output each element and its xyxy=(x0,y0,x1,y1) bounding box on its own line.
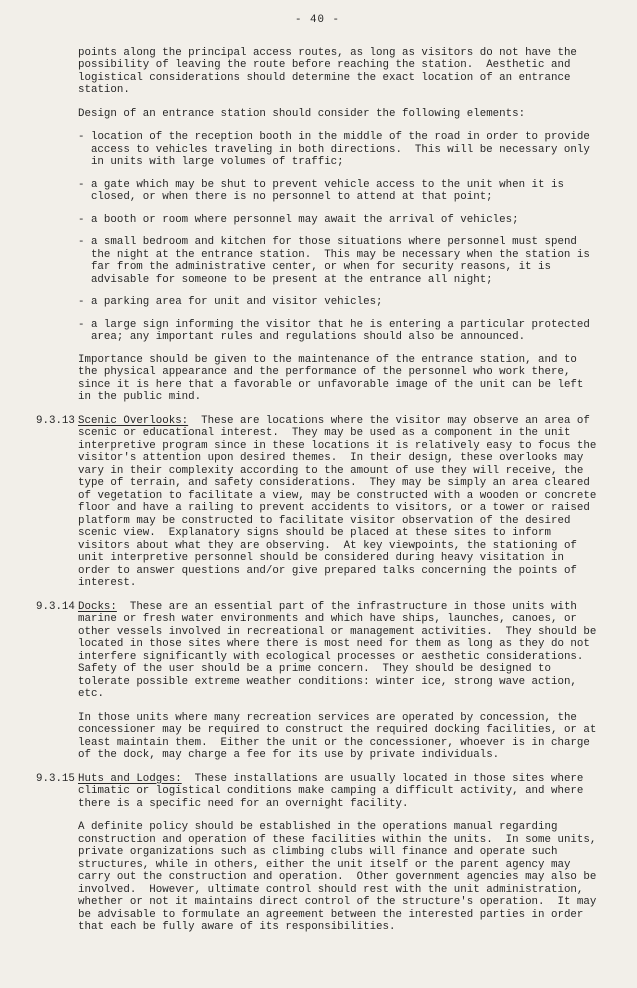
list-item-bedroom-kitchen: - a small bedroom and kitchen for those situations where personnel must spend the night at the entrance station. This may be necessary when the station is far from the administrative center, or when for security reasons, it is advisable for someone to be present at the entrance all night; xyxy=(78,236,597,286)
paragraph-access-routes: points along the principal access routes, as long as visitors do not have the possibility of leaving the route before reaching the station. Aesthetic and logistical considerations should determine the exact location of an entrance station. xyxy=(78,46,584,96)
section-paragraph-policy: A definite policy should be established in the operations manual regarding construction and operation of these facilities within the units. In some units, private organizations such as climbing clubs will finance and operate such structures, while in others, either the unit itself or the parent agency may carry out the construction and operation. Other government agencies may also be involved. However, ultimate control should rest with the unit administration, whether or not it maintains direct control of the structure's operation. It may be advisable to formulate an agreement between the interested parties in order that each be fully aware of its responsibilities. xyxy=(78,821,603,933)
section-scenic-overlooks xyxy=(36,414,603,601)
section-lead-text: These are an essential part of the infrastructure in those units with marine or fresh water environments and which have ships, launches, canoes, or other vessels involved in recreational or management activities. They should be located in those sites where there is most need for them as long as they do not interfere significantly with ecological processes or aesthetic considerations. Safety of the user should be a prime concern. They should be designed to tolerate possible extreme weather conditions: winter ice, strong wave action, etc. xyxy=(78,600,603,700)
paragraph-design-elements-intro: Design of an entrance station should consider the following elements: xyxy=(78,107,526,120)
section-body xyxy=(78,772,603,945)
section-number: 9.3.14 xyxy=(36,600,75,613)
list-item-gate: - a gate which may be shut to prevent vehicle access to the unit when it is closed, or when there is no personnel to attend at that point; xyxy=(78,178,571,203)
list-item-booth-or-room: - a booth or room where personnel may await the arrival of vehicles; xyxy=(78,213,519,226)
list-item-parking-area: - a parking area for unit and visitor vehicles; xyxy=(78,296,383,308)
section-huts-and-lodges xyxy=(36,772,603,945)
section-heading: Docks: xyxy=(78,600,117,613)
section-docks xyxy=(36,600,603,773)
section-lead-text: These installations are usually located in those sites where climatic or logistical conditions make camping a difficult activity, and where there is a specific need for an overnight facility. xyxy=(78,772,590,810)
paragraph-maintenance-importance: Importance should be given to the maintenance of the entrance station, and to the physical appearance and the performance of the personnel who work there, since it is here that a favorable or unfavorable image of the unit can be left in the public mind. xyxy=(78,353,590,403)
section-heading: Scenic Overlooks: xyxy=(78,414,189,427)
list-item-reception-booth: - location of the reception booth in the middle of the road in order to provide access to vehicles traveling in both directions. This will be necessary only in units with large volumes of traffic; xyxy=(78,131,597,168)
entrance-station-elements-list xyxy=(78,131,599,344)
section-paragraph-concessions: In those units where many recreation services are operated by concession, the concessioner may be required to construct the required docking facilities, or at least maintain them. Either the unit or the concessioner, whoever is in charge of the dock, may charge a fee for its use by private individuals. xyxy=(78,711,603,761)
section-body xyxy=(78,600,603,773)
section-paragraph xyxy=(78,414,603,590)
section-heading: Huts and Lodges: xyxy=(78,772,182,785)
section-number: 9.3.13 xyxy=(36,414,75,427)
section-lead-text: These are locations where the visitor may observe an area of scenic or educational interest. They may be used as a component in the unit interpretive program since in these locations it is relatively easy to focus the visitor's attention upon desired themes. In their design, these overlooks may vary in their complexity according to the amount of use they will receive, the type of terrain, and safety considerations. They may be simply an area cleared of vegetation to facilitate a view, may be constructed with a wooden or concrete floor and have a railing to prevent accidents to visitors, or a tower or raised platform may be constructed to facilitate visitor observation of the desired scenic view. Explanatory signs should be placed at these sites to inform visitors about what they are observing. At key viewpoints, the stationing of unit interpretive personnel should be considered during heavy visitation in order to answer questions and/or give prepared talks concerning the points of interest. xyxy=(78,414,603,589)
section-paragraph xyxy=(78,600,603,701)
section-number: 9.3.15 xyxy=(36,772,75,785)
list-item-large-sign: - a large sign informing the visitor that he is entering a particular protected area; any important rules and regulations should also be announced. xyxy=(78,318,597,343)
page-number: - 40 - xyxy=(295,14,340,26)
section-body xyxy=(78,414,603,601)
section-paragraph xyxy=(78,773,599,811)
